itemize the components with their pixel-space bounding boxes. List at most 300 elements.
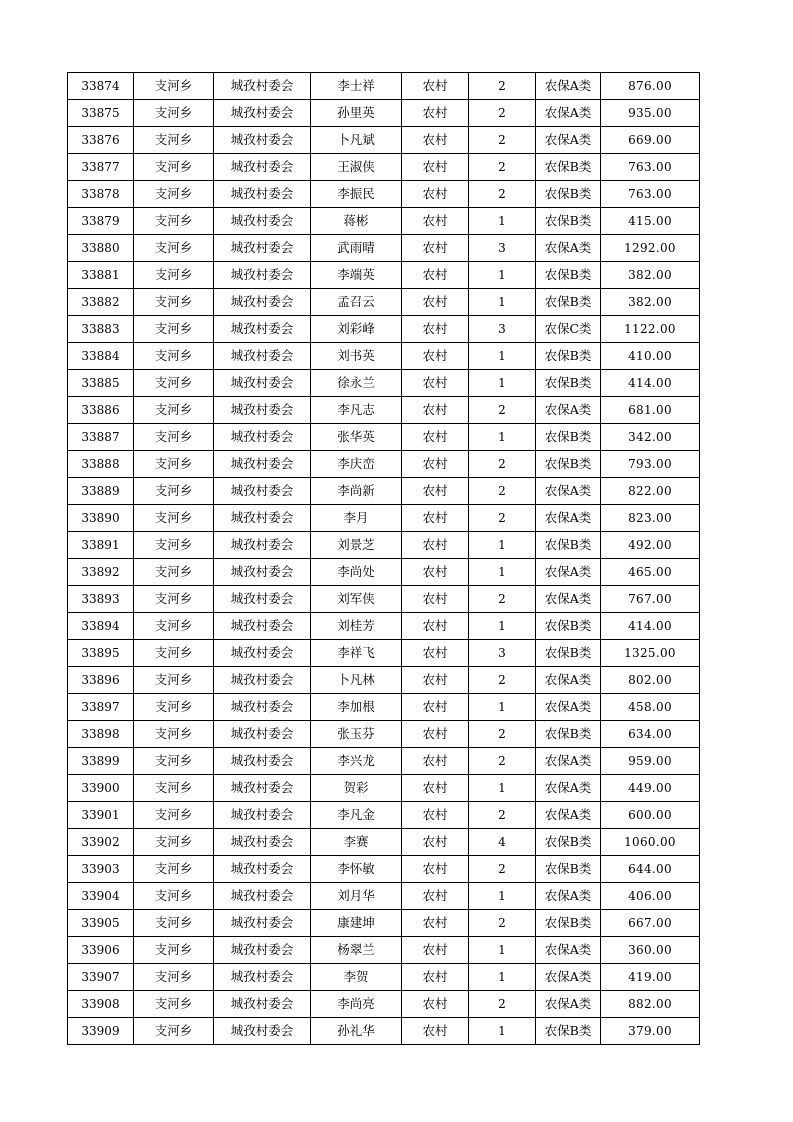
insurance-category-cell: 农保A类 — [536, 397, 601, 424]
amount-cell: 415.00 — [601, 208, 700, 235]
record-id-cell: 33909 — [68, 1018, 134, 1045]
table-row — [68, 370, 700, 397]
insurance-category-cell: 农保A类 — [536, 586, 601, 613]
household-size-cell: 2 — [469, 910, 536, 937]
person-name-cell: 徐永兰 — [311, 370, 402, 397]
insurance-category-cell: 农保B类 — [536, 640, 601, 667]
area-type-cell: 农村 — [402, 127, 469, 154]
table-row — [68, 451, 700, 478]
insurance-category-cell: 农保A类 — [536, 694, 601, 721]
person-name-cell: 李怀敏 — [311, 856, 402, 883]
township-cell: 支河乡 — [134, 613, 214, 640]
amount-cell: 1122.00 — [601, 316, 700, 343]
table-row — [68, 694, 700, 721]
person-name-cell: 李尚新 — [311, 478, 402, 505]
record-id-cell: 33891 — [68, 532, 134, 559]
household-size-cell: 1 — [469, 208, 536, 235]
record-id-cell: 33877 — [68, 154, 134, 181]
household-size-cell: 2 — [469, 856, 536, 883]
person-name-cell: 李月 — [311, 505, 402, 532]
township-cell: 支河乡 — [134, 424, 214, 451]
township-cell: 支河乡 — [134, 640, 214, 667]
township-cell: 支河乡 — [134, 937, 214, 964]
record-id-cell: 33907 — [68, 964, 134, 991]
record-id-cell: 33878 — [68, 181, 134, 208]
village-committee-cell: 城孜村委会 — [214, 127, 311, 154]
table-row — [68, 829, 700, 856]
person-name-cell: 卜凡林 — [311, 667, 402, 694]
table-row — [68, 397, 700, 424]
record-id-cell: 33903 — [68, 856, 134, 883]
record-id-cell: 33887 — [68, 424, 134, 451]
record-id-cell: 33901 — [68, 802, 134, 829]
table-row — [68, 127, 700, 154]
amount-cell: 379.00 — [601, 1018, 700, 1045]
table-row — [68, 667, 700, 694]
table-row — [68, 73, 700, 100]
area-type-cell: 农村 — [402, 883, 469, 910]
record-id-cell: 33894 — [68, 613, 134, 640]
record-id-cell: 33893 — [68, 586, 134, 613]
insurance-category-cell: 农保B类 — [536, 262, 601, 289]
township-cell: 支河乡 — [134, 910, 214, 937]
table-row — [68, 181, 700, 208]
village-committee-cell: 城孜村委会 — [214, 883, 311, 910]
table-row — [68, 289, 700, 316]
household-size-cell: 3 — [469, 235, 536, 262]
insurance-category-cell: 农保A类 — [536, 478, 601, 505]
table-row — [68, 748, 700, 775]
amount-cell: 360.00 — [601, 937, 700, 964]
village-committee-cell: 城孜村委会 — [214, 721, 311, 748]
township-cell: 支河乡 — [134, 370, 214, 397]
record-id-cell: 33874 — [68, 73, 134, 100]
person-name-cell: 刘军侠 — [311, 586, 402, 613]
person-name-cell: 李赛 — [311, 829, 402, 856]
area-type-cell: 农村 — [402, 343, 469, 370]
amount-cell: 414.00 — [601, 370, 700, 397]
township-cell: 支河乡 — [134, 748, 214, 775]
household-size-cell: 2 — [469, 748, 536, 775]
record-id-cell: 33889 — [68, 478, 134, 505]
area-type-cell: 农村 — [402, 721, 469, 748]
area-type-cell: 农村 — [402, 667, 469, 694]
household-size-cell: 1 — [469, 937, 536, 964]
person-name-cell: 李尚亮 — [311, 991, 402, 1018]
amount-cell: 882.00 — [601, 991, 700, 1018]
insurance-category-cell: 农保A类 — [536, 100, 601, 127]
record-id-cell: 33905 — [68, 910, 134, 937]
village-committee-cell: 城孜村委会 — [214, 181, 311, 208]
insurance-category-cell: 农保A类 — [536, 235, 601, 262]
record-id-cell: 33897 — [68, 694, 134, 721]
household-size-cell: 2 — [469, 802, 536, 829]
household-size-cell: 1 — [469, 424, 536, 451]
person-name-cell: 李加根 — [311, 694, 402, 721]
village-committee-cell: 城孜村委会 — [214, 73, 311, 100]
township-cell: 支河乡 — [134, 100, 214, 127]
amount-cell: 406.00 — [601, 883, 700, 910]
insurance-category-cell: 农保B类 — [536, 343, 601, 370]
township-cell: 支河乡 — [134, 181, 214, 208]
person-name-cell: 孟召云 — [311, 289, 402, 316]
table-row — [68, 721, 700, 748]
amount-cell: 644.00 — [601, 856, 700, 883]
area-type-cell: 农村 — [402, 370, 469, 397]
table-row — [68, 775, 700, 802]
township-cell: 支河乡 — [134, 964, 214, 991]
village-committee-cell: 城孜村委会 — [214, 640, 311, 667]
insurance-category-cell: 农保B类 — [536, 910, 601, 937]
amount-cell: 793.00 — [601, 451, 700, 478]
area-type-cell: 农村 — [402, 775, 469, 802]
table-row — [68, 208, 700, 235]
village-committee-cell: 城孜村委会 — [214, 856, 311, 883]
insurance-category-cell: 农保B类 — [536, 181, 601, 208]
table-row — [68, 964, 700, 991]
insurance-category-cell: 农保A类 — [536, 964, 601, 991]
amount-cell: 1060.00 — [601, 829, 700, 856]
amount-cell: 876.00 — [601, 73, 700, 100]
township-cell: 支河乡 — [134, 289, 214, 316]
insurance-category-cell: 农保C类 — [536, 316, 601, 343]
area-type-cell: 农村 — [402, 181, 469, 208]
record-id-cell: 33886 — [68, 397, 134, 424]
person-name-cell: 李祥飞 — [311, 640, 402, 667]
record-id-cell: 33880 — [68, 235, 134, 262]
village-committee-cell: 城孜村委会 — [214, 289, 311, 316]
record-id-cell: 33882 — [68, 289, 134, 316]
person-name-cell: 贺彩 — [311, 775, 402, 802]
township-cell: 支河乡 — [134, 235, 214, 262]
table-row — [68, 316, 700, 343]
household-size-cell: 2 — [469, 991, 536, 1018]
amount-cell: 681.00 — [601, 397, 700, 424]
amount-cell: 935.00 — [601, 100, 700, 127]
household-size-cell: 1 — [469, 559, 536, 586]
village-committee-cell: 城孜村委会 — [214, 532, 311, 559]
record-id-cell: 33902 — [68, 829, 134, 856]
table-row — [68, 613, 700, 640]
household-size-cell: 1 — [469, 289, 536, 316]
record-id-cell: 33895 — [68, 640, 134, 667]
table-row — [68, 856, 700, 883]
area-type-cell: 农村 — [402, 208, 469, 235]
record-id-cell: 33890 — [68, 505, 134, 532]
record-id-cell: 33892 — [68, 559, 134, 586]
insurance-category-cell: 农保A类 — [536, 883, 601, 910]
village-committee-cell: 城孜村委会 — [214, 154, 311, 181]
insurance-category-cell: 农保B类 — [536, 829, 601, 856]
record-id-cell: 33885 — [68, 370, 134, 397]
insurance-category-cell: 农保A类 — [536, 991, 601, 1018]
township-cell: 支河乡 — [134, 559, 214, 586]
amount-cell: 667.00 — [601, 910, 700, 937]
amount-cell: 342.00 — [601, 424, 700, 451]
table-row — [68, 910, 700, 937]
allowance-table — [67, 72, 700, 1045]
insurance-category-cell: 农保B类 — [536, 721, 601, 748]
township-cell: 支河乡 — [134, 694, 214, 721]
person-name-cell: 蒋彬 — [311, 208, 402, 235]
insurance-category-cell: 农保B类 — [536, 1018, 601, 1045]
village-committee-cell: 城孜村委会 — [214, 505, 311, 532]
area-type-cell: 农村 — [402, 100, 469, 127]
area-type-cell: 农村 — [402, 559, 469, 586]
village-committee-cell: 城孜村委会 — [214, 424, 311, 451]
area-type-cell: 农村 — [402, 262, 469, 289]
household-size-cell: 1 — [469, 613, 536, 640]
household-size-cell: 2 — [469, 667, 536, 694]
person-name-cell: 孙礼华 — [311, 1018, 402, 1045]
amount-cell: 1292.00 — [601, 235, 700, 262]
area-type-cell: 农村 — [402, 964, 469, 991]
insurance-category-cell: 农保A类 — [536, 667, 601, 694]
record-id-cell: 33898 — [68, 721, 134, 748]
insurance-category-cell: 农保B类 — [536, 208, 601, 235]
area-type-cell: 农村 — [402, 910, 469, 937]
township-cell: 支河乡 — [134, 586, 214, 613]
village-committee-cell: 城孜村委会 — [214, 991, 311, 1018]
table-row — [68, 478, 700, 505]
area-type-cell: 农村 — [402, 154, 469, 181]
area-type-cell: 农村 — [402, 829, 469, 856]
household-size-cell: 1 — [469, 883, 536, 910]
person-name-cell: 刘书英 — [311, 343, 402, 370]
amount-cell: 449.00 — [601, 775, 700, 802]
person-name-cell: 康建坤 — [311, 910, 402, 937]
record-id-cell: 33904 — [68, 883, 134, 910]
area-type-cell: 农村 — [402, 991, 469, 1018]
table-row — [68, 640, 700, 667]
area-type-cell: 农村 — [402, 289, 469, 316]
insurance-category-cell: 农保B类 — [536, 856, 601, 883]
village-committee-cell: 城孜村委会 — [214, 667, 311, 694]
insurance-category-cell: 农保A类 — [536, 937, 601, 964]
record-id-cell: 33883 — [68, 316, 134, 343]
amount-cell: 959.00 — [601, 748, 700, 775]
table-row — [68, 559, 700, 586]
table-row — [68, 586, 700, 613]
record-id-cell: 33908 — [68, 991, 134, 1018]
area-type-cell: 农村 — [402, 424, 469, 451]
record-id-cell: 33879 — [68, 208, 134, 235]
table-row — [68, 424, 700, 451]
person-name-cell: 武雨晴 — [311, 235, 402, 262]
township-cell: 支河乡 — [134, 478, 214, 505]
insurance-category-cell: 农保B类 — [536, 532, 601, 559]
household-size-cell: 2 — [469, 721, 536, 748]
insurance-category-cell: 农保A类 — [536, 127, 601, 154]
insurance-category-cell: 农保A类 — [536, 505, 601, 532]
village-committee-cell: 城孜村委会 — [214, 694, 311, 721]
insurance-category-cell: 农保A类 — [536, 802, 601, 829]
area-type-cell: 农村 — [402, 586, 469, 613]
amount-cell: 767.00 — [601, 586, 700, 613]
household-size-cell: 2 — [469, 451, 536, 478]
amount-cell: 1325.00 — [601, 640, 700, 667]
record-id-cell: 33876 — [68, 127, 134, 154]
table-row — [68, 154, 700, 181]
record-id-cell: 33875 — [68, 100, 134, 127]
table-body — [68, 73, 700, 1045]
person-name-cell: 王淑侠 — [311, 154, 402, 181]
township-cell: 支河乡 — [134, 316, 214, 343]
table-row — [68, 262, 700, 289]
household-size-cell: 2 — [469, 73, 536, 100]
table-row — [68, 505, 700, 532]
village-committee-cell: 城孜村委会 — [214, 235, 311, 262]
township-cell: 支河乡 — [134, 451, 214, 478]
village-committee-cell: 城孜村委会 — [214, 586, 311, 613]
insurance-category-cell: 农保B类 — [536, 154, 601, 181]
record-id-cell: 33906 — [68, 937, 134, 964]
record-id-cell: 33896 — [68, 667, 134, 694]
person-name-cell: 张玉芬 — [311, 721, 402, 748]
village-committee-cell: 城孜村委会 — [214, 100, 311, 127]
area-type-cell: 农村 — [402, 316, 469, 343]
person-name-cell: 孙里英 — [311, 100, 402, 127]
table-row — [68, 883, 700, 910]
area-type-cell: 农村 — [402, 451, 469, 478]
person-name-cell: 杨翠兰 — [311, 937, 402, 964]
insurance-category-cell: 农保B类 — [536, 289, 601, 316]
township-cell: 支河乡 — [134, 73, 214, 100]
household-size-cell: 1 — [469, 262, 536, 289]
table-row — [68, 235, 700, 262]
amount-cell: 458.00 — [601, 694, 700, 721]
village-committee-cell: 城孜村委会 — [214, 613, 311, 640]
person-name-cell: 李兴龙 — [311, 748, 402, 775]
amount-cell: 465.00 — [601, 559, 700, 586]
village-committee-cell: 城孜村委会 — [214, 802, 311, 829]
household-size-cell: 1 — [469, 964, 536, 991]
township-cell: 支河乡 — [134, 262, 214, 289]
table-row — [68, 1018, 700, 1045]
village-committee-cell: 城孜村委会 — [214, 829, 311, 856]
person-name-cell: 刘景芝 — [311, 532, 402, 559]
person-name-cell: 卜凡斌 — [311, 127, 402, 154]
village-committee-cell: 城孜村委会 — [214, 397, 311, 424]
area-type-cell: 农村 — [402, 235, 469, 262]
household-size-cell: 1 — [469, 694, 536, 721]
household-size-cell: 1 — [469, 343, 536, 370]
household-size-cell: 2 — [469, 100, 536, 127]
table-row — [68, 937, 700, 964]
record-id-cell: 33888 — [68, 451, 134, 478]
insurance-category-cell: 农保A类 — [536, 73, 601, 100]
village-committee-cell: 城孜村委会 — [214, 775, 311, 802]
person-name-cell: 李端英 — [311, 262, 402, 289]
table-row — [68, 343, 700, 370]
household-size-cell: 2 — [469, 397, 536, 424]
person-name-cell: 张华英 — [311, 424, 402, 451]
township-cell: 支河乡 — [134, 532, 214, 559]
person-name-cell: 李尚处 — [311, 559, 402, 586]
area-type-cell: 农村 — [402, 694, 469, 721]
township-cell: 支河乡 — [134, 667, 214, 694]
township-cell: 支河乡 — [134, 343, 214, 370]
township-cell: 支河乡 — [134, 397, 214, 424]
amount-cell: 822.00 — [601, 478, 700, 505]
household-size-cell: 2 — [469, 478, 536, 505]
area-type-cell: 农村 — [402, 478, 469, 505]
household-size-cell: 1 — [469, 1018, 536, 1045]
area-type-cell: 农村 — [402, 73, 469, 100]
amount-cell: 382.00 — [601, 262, 700, 289]
amount-cell: 669.00 — [601, 127, 700, 154]
township-cell: 支河乡 — [134, 127, 214, 154]
table-row — [68, 802, 700, 829]
household-size-cell: 2 — [469, 586, 536, 613]
area-type-cell: 农村 — [402, 532, 469, 559]
insurance-category-cell: 农保B类 — [536, 451, 601, 478]
amount-cell: 410.00 — [601, 343, 700, 370]
amount-cell: 414.00 — [601, 613, 700, 640]
person-name-cell: 刘彩峰 — [311, 316, 402, 343]
record-id-cell: 33900 — [68, 775, 134, 802]
township-cell: 支河乡 — [134, 1018, 214, 1045]
person-name-cell: 李凡金 — [311, 802, 402, 829]
amount-cell: 823.00 — [601, 505, 700, 532]
area-type-cell: 农村 — [402, 802, 469, 829]
village-committee-cell: 城孜村委会 — [214, 208, 311, 235]
amount-cell: 492.00 — [601, 532, 700, 559]
household-size-cell: 3 — [469, 316, 536, 343]
record-id-cell: 33884 — [68, 343, 134, 370]
household-size-cell: 4 — [469, 829, 536, 856]
household-size-cell: 2 — [469, 181, 536, 208]
person-name-cell: 李贺 — [311, 964, 402, 991]
area-type-cell: 农村 — [402, 748, 469, 775]
township-cell: 支河乡 — [134, 856, 214, 883]
area-type-cell: 农村 — [402, 613, 469, 640]
insurance-category-cell: 农保A类 — [536, 559, 601, 586]
insurance-category-cell: 农保B类 — [536, 613, 601, 640]
household-size-cell: 2 — [469, 127, 536, 154]
insurance-category-cell: 农保B类 — [536, 370, 601, 397]
record-id-cell: 33899 — [68, 748, 134, 775]
village-committee-cell: 城孜村委会 — [214, 964, 311, 991]
amount-cell: 763.00 — [601, 181, 700, 208]
amount-cell: 802.00 — [601, 667, 700, 694]
household-size-cell: 2 — [469, 154, 536, 181]
person-name-cell: 李振民 — [311, 181, 402, 208]
area-type-cell: 农村 — [402, 505, 469, 532]
township-cell: 支河乡 — [134, 802, 214, 829]
village-committee-cell: 城孜村委会 — [214, 262, 311, 289]
village-committee-cell: 城孜村委会 — [214, 1018, 311, 1045]
person-name-cell: 刘月华 — [311, 883, 402, 910]
amount-cell: 600.00 — [601, 802, 700, 829]
township-cell: 支河乡 — [134, 505, 214, 532]
village-committee-cell: 城孜村委会 — [214, 478, 311, 505]
person-name-cell: 李庆峦 — [311, 451, 402, 478]
person-name-cell: 李凡志 — [311, 397, 402, 424]
village-committee-cell: 城孜村委会 — [214, 559, 311, 586]
township-cell: 支河乡 — [134, 775, 214, 802]
person-name-cell: 李士祥 — [311, 73, 402, 100]
record-id-cell: 33881 — [68, 262, 134, 289]
insurance-category-cell: 农保A类 — [536, 775, 601, 802]
household-size-cell: 1 — [469, 775, 536, 802]
village-committee-cell: 城孜村委会 — [214, 937, 311, 964]
area-type-cell: 农村 — [402, 937, 469, 964]
area-type-cell: 农村 — [402, 640, 469, 667]
table-row — [68, 532, 700, 559]
village-committee-cell: 城孜村委会 — [214, 451, 311, 478]
household-size-cell: 1 — [469, 532, 536, 559]
